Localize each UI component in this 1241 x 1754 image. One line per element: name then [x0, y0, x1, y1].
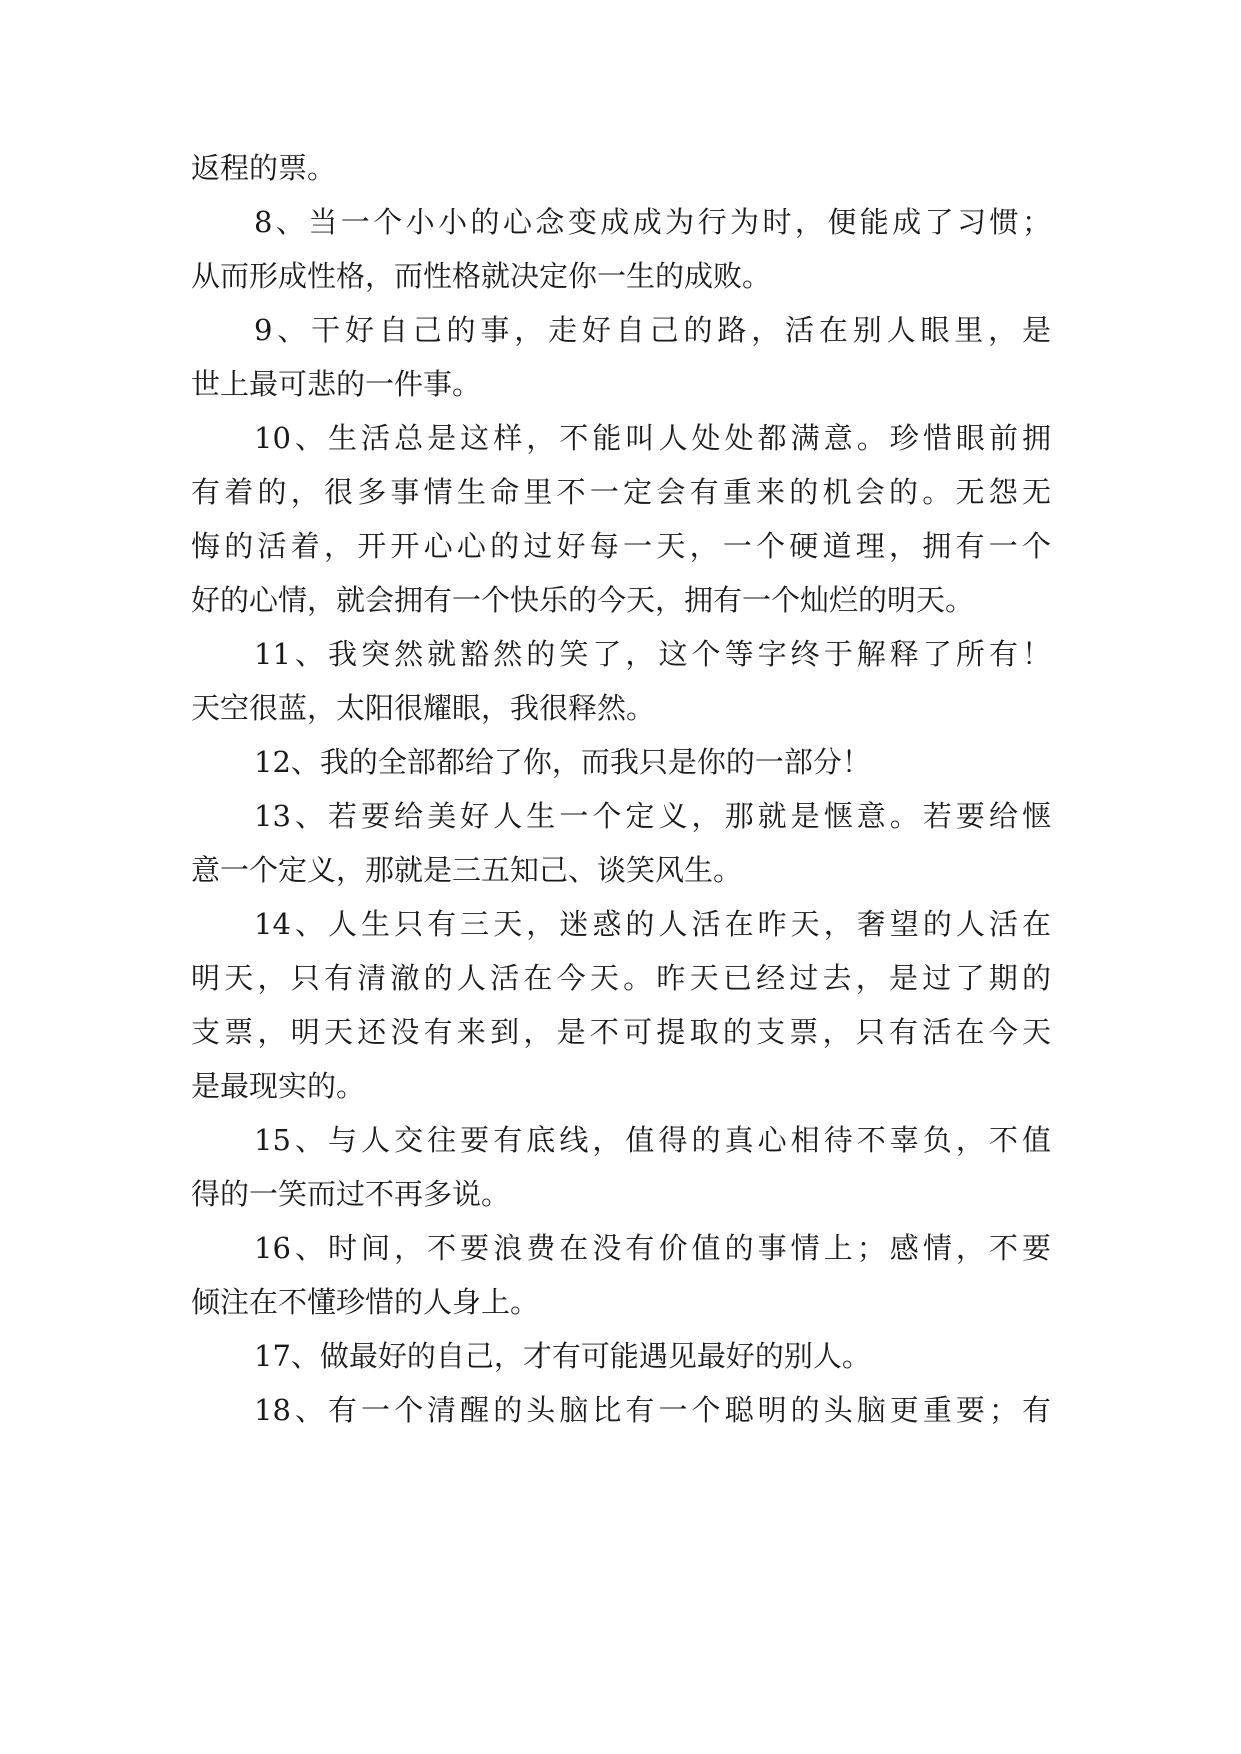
text-line: 17、做最好的自己，才有可能遇见最好的别人。	[254, 1339, 871, 1373]
text-line: 从而形成性格，而性格就决定你一生的成败。	[191, 259, 772, 293]
text-line: 倾注在不懂珍惜的人身上。	[191, 1285, 540, 1319]
text-line: 15、与人交往要有底线，值得的真心相待不辜负，不值	[254, 1123, 1051, 1157]
text-line: 意一个定义，那就是三五知己、谈笑风生。	[191, 853, 743, 887]
text-line: 好的心情，就会拥有一个快乐的今天，拥有一个灿烂的明天。	[191, 583, 975, 617]
text-line: 18、有一个清醒的头脑比有一个聪明的头脑更重要；有	[254, 1393, 1051, 1427]
text-line: 12、我的全部都给了你，而我只是你的一部分！	[254, 745, 871, 779]
text-line: 返程的票。	[191, 151, 337, 185]
text-line: 明天，只有清澈的人活在今天。昨天已经过去，是过了期的	[191, 961, 1051, 995]
text-line: 14、人生只有三天，迷惑的人活在昨天，奢望的人活在	[254, 907, 1051, 941]
text-line: 8、当一个小小的心念变成成为行为时，便能成了习惯；	[254, 205, 1051, 239]
text-line: 悔的活着，开开心心的过好每一天，一个硬道理，拥有一个	[191, 529, 1051, 563]
text-line: 世上最可悲的一件事。	[191, 367, 482, 401]
text-line: 13、若要给美好人生一个定义，那就是惬意。若要给惬	[254, 799, 1051, 833]
text-line: 9、干好自己的事，走好自己的路，活在别人眼里，是	[254, 313, 1051, 347]
text-line: 16、时间，不要浪费在没有价值的事情上；感情，不要	[254, 1231, 1051, 1265]
text-line: 支票，明天还没有来到，是不可提取的支票，只有活在今天	[191, 1015, 1051, 1049]
text-line: 11、我突然就豁然的笑了，这个等字终于解释了所有！	[254, 637, 1051, 671]
text-line: 天空很蓝，太阳很耀眼，我很释然。	[191, 691, 656, 725]
text-line: 是最现实的。	[191, 1069, 366, 1103]
text-line: 10、生活总是这样，不能叫人处处都满意。珍惜眼前拥	[254, 421, 1051, 455]
text-line: 得的一笑而过不再多说。	[191, 1177, 511, 1211]
text-line: 有着的，很多事情生命里不一定会有重来的机会的。无怨无	[191, 475, 1051, 509]
